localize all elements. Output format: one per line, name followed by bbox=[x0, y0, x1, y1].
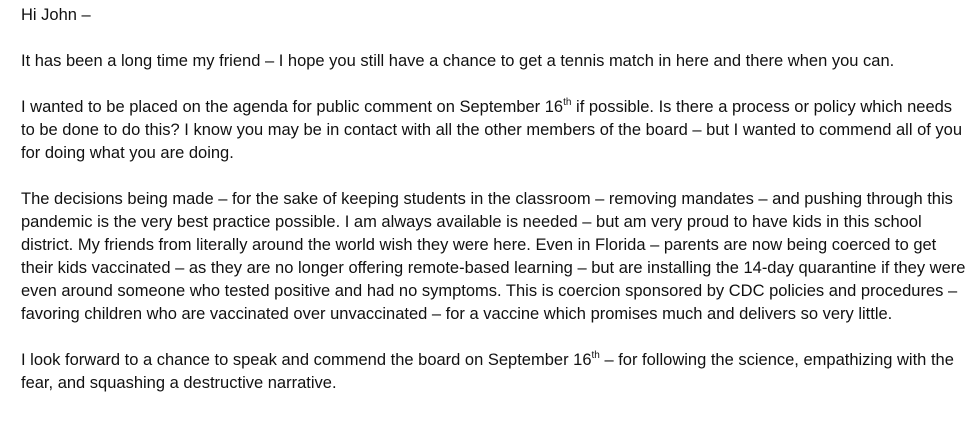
email-greeting: Hi John – bbox=[21, 6, 91, 24]
paragraph-2-text-start: I wanted to be placed on the agenda for public comment on September 16 bbox=[21, 98, 564, 116]
ordinal-suffix: th bbox=[563, 96, 572, 108]
email-paragraph-3: The decisions being made – for the sake of keeping students in the classroom – removing mandates – and pushing through this pandemic is the very best practice possible. I am always available is needed – but am very proud to have kids in this school district. My friends from literally around the world wish they were here. Even in Florida – parents are now being coerced to get their kids vaccinated – as they are no longer offering remote-based learning – but are installing the 14-day quarantine if they were even around someone who tested positive and had no symptoms. This is coercion sponsored by CDC policies and procedures – favoring children who are vaccinated over unvaccinated – for a vaccine which promises much and delivers so very little. bbox=[21, 190, 966, 323]
paragraph-4-text-start: I look forward to a chance to speak and commend the board on September 16 bbox=[21, 351, 592, 369]
ordinal-suffix: th bbox=[591, 349, 600, 361]
paragraph-4-text-end: – for following the science, empathizing with the fear, and squashing a destructive narrative. bbox=[21, 351, 954, 392]
paragraph-2-text-end: if possible. Is there a process or policy which needs to be done to do this? I know you may be in contact with all the other members of the board – but I wanted to commend all of you for doing what you are doing. bbox=[21, 98, 963, 162]
email-paragraph-4 bbox=[21, 349, 970, 395]
email-paragraph-2 bbox=[21, 96, 970, 165]
email-paragraph-1: It has been a long time my friend – I hope you still have a chance to get a tennis match in here and there when you can. bbox=[21, 52, 895, 70]
